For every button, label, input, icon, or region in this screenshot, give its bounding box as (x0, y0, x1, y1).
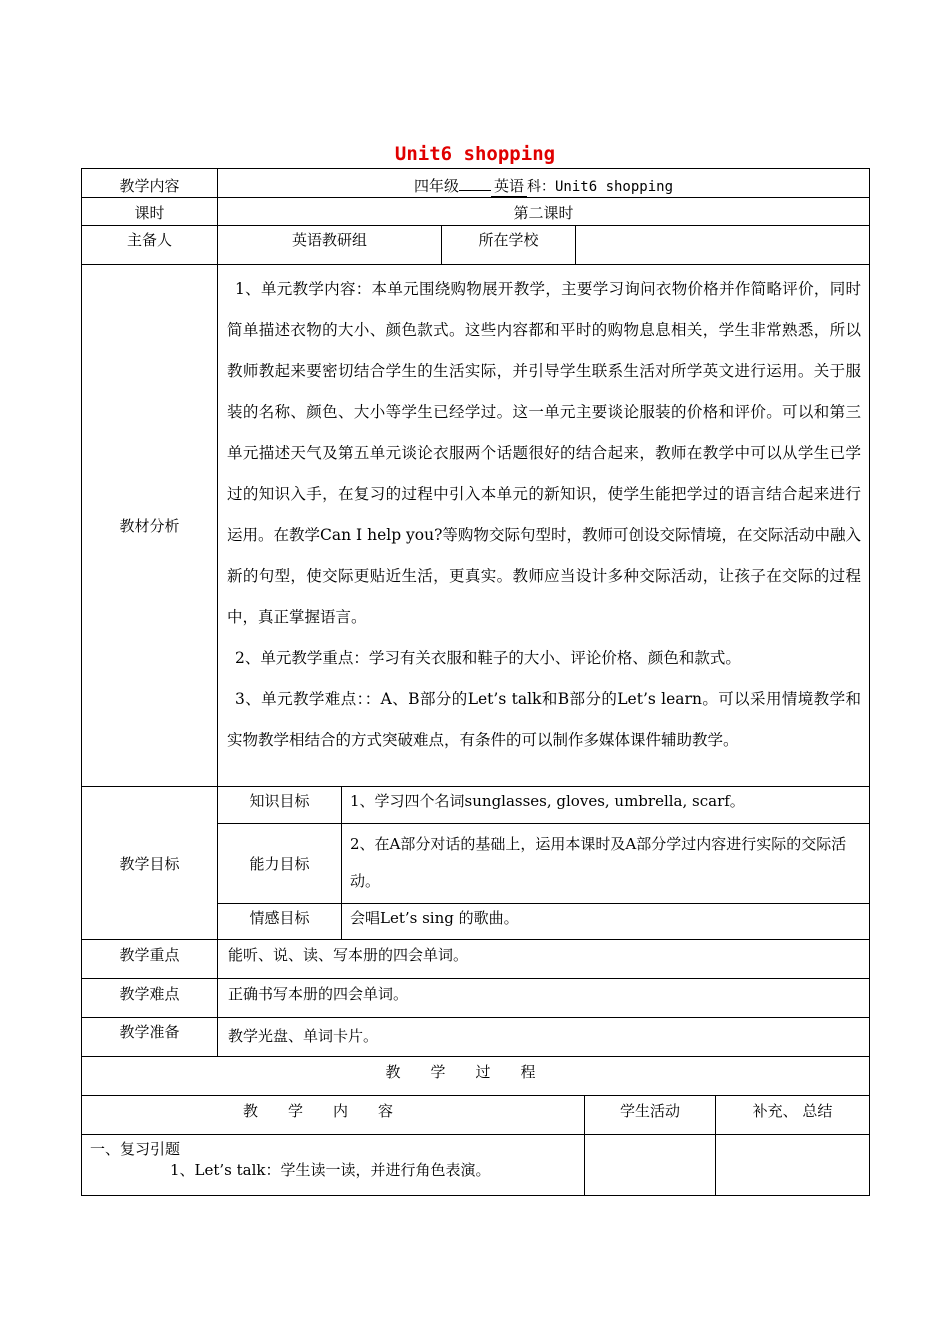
process-columns-row (82, 1096, 870, 1135)
analysis-paragraph: 3、单元教学难点：：A、B部分的Let’s talk和B部分的Let’s learn。可以采用情境教学和实物教学相结合的方式突破难点，有条件的可以制作多媒体课件辅助教学。 (227, 690, 861, 749)
analysis-content (218, 265, 870, 786)
process-heading-text: 教学过程 (385, 1063, 566, 1081)
analysis-label: 教材分析 (82, 265, 218, 786)
process-heading-row (82, 1057, 870, 1096)
knowledge-value: 1、学习四个名词sunglasses, gloves, umbrella, scarf。 (342, 787, 870, 823)
emotion-value: 会唱Let’s sing 的歌曲。 (342, 904, 870, 939)
process-col-notes: 补充、 总结 (716, 1096, 870, 1134)
content-label: 教学内容 (82, 169, 218, 197)
analysis-paragraph: 1、单元教学内容：本单元围绕购物展开教学，主要学习询问衣物价格并作简略评价，同时简单描述衣物的大小、颜色款式。这些内容都和平时的购物息息相关，学生非常熟悉，所以教师教起来要密切结合学生的生活实际，并引导学生联系生活对所学英文进行运用。关于服装的名称、颜色、大小等学生已经学过。这一单元主要谈论服装的价格和评价。可以和第三单元描述天气及第五单元谈论衣服两个话题很好的结合起来，教师在教学中可以从学生已学过的知识入手，在复习的过程中引入本单元的新知识，使学生能把学过的语言结合起来进行运用。在教学Can I help you?等购物交际句型时，教师可创设交际情境，在交际活动中融入新的句型，使交际更贴近生活，更真实。教师应当设计多种交际活动，让孩子在交际的过程中，真正掌握语言。 (227, 280, 861, 626)
preparation-value: 教学光盘、单词卡片。 (218, 1018, 870, 1056)
process-section-title: 一、复习引题 (90, 1140, 181, 1158)
subject-text: 英语 (491, 175, 527, 197)
content-row (82, 169, 870, 198)
process-col-student: 学生活动 (585, 1096, 716, 1134)
preparer-label: 主备人 (82, 226, 218, 264)
focus-value: 能听、说、读、写本册的四会单词。 (218, 940, 870, 978)
difficulty-label: 教学难点 (82, 979, 218, 1017)
difficulty-value: 正确书写本册的四会单词。 (218, 979, 870, 1017)
lesson-plan-table (81, 168, 870, 1196)
objectives-label: 教学目标 (82, 787, 218, 939)
page-title: Unit6 shopping (394, 143, 556, 165)
process-notes-cell (716, 1135, 870, 1195)
process-col-content (82, 1096, 585, 1134)
period-row (82, 198, 870, 226)
objectives-row (82, 787, 870, 940)
period-label: 课时 (82, 198, 218, 225)
ability-value: 2、在A部分对话的基础上，运用本课时及A部分学过内容进行实际的交际活动。 (342, 824, 870, 903)
analysis-row (82, 265, 870, 787)
school-value (576, 226, 870, 264)
ability-row (218, 824, 870, 904)
ability-label: 能力目标 (218, 824, 342, 903)
knowledge-label: 知识目标 (218, 787, 342, 823)
preparer-row (82, 226, 870, 265)
process-item: 1、Let’s talk：学生读一读，并进行角色表演。 (170, 1161, 491, 1179)
process-heading (82, 1057, 870, 1095)
difficulty-row (82, 979, 870, 1018)
preparation-row (82, 1018, 870, 1057)
process-content (82, 1135, 585, 1195)
process-col-content-text: 教学内容 (242, 1102, 423, 1120)
preparation-label: 教学准备 (82, 1018, 218, 1056)
process-student-cell (585, 1135, 716, 1195)
school-label: 所在学校 (442, 226, 576, 264)
emotion-label: 情感目标 (218, 904, 342, 939)
content-value (218, 169, 870, 197)
focus-label: 教学重点 (82, 940, 218, 978)
knowledge-row (218, 787, 870, 824)
objectives-grid (218, 787, 870, 939)
period-value: 第二课时 (218, 198, 870, 225)
grade-text: 四年级 (413, 177, 459, 195)
blank-underline (459, 190, 491, 191)
focus-row (82, 940, 870, 979)
unit-text: 科：Unit6 shopping (527, 179, 674, 195)
preparer-value: 英语教研组 (218, 226, 442, 264)
emotion-row (218, 904, 870, 939)
analysis-paragraph: 2、单元教学重点：学习有关衣服和鞋子的大小、评论价格、颜色和款式。 (235, 649, 741, 667)
process-row (82, 1135, 870, 1196)
